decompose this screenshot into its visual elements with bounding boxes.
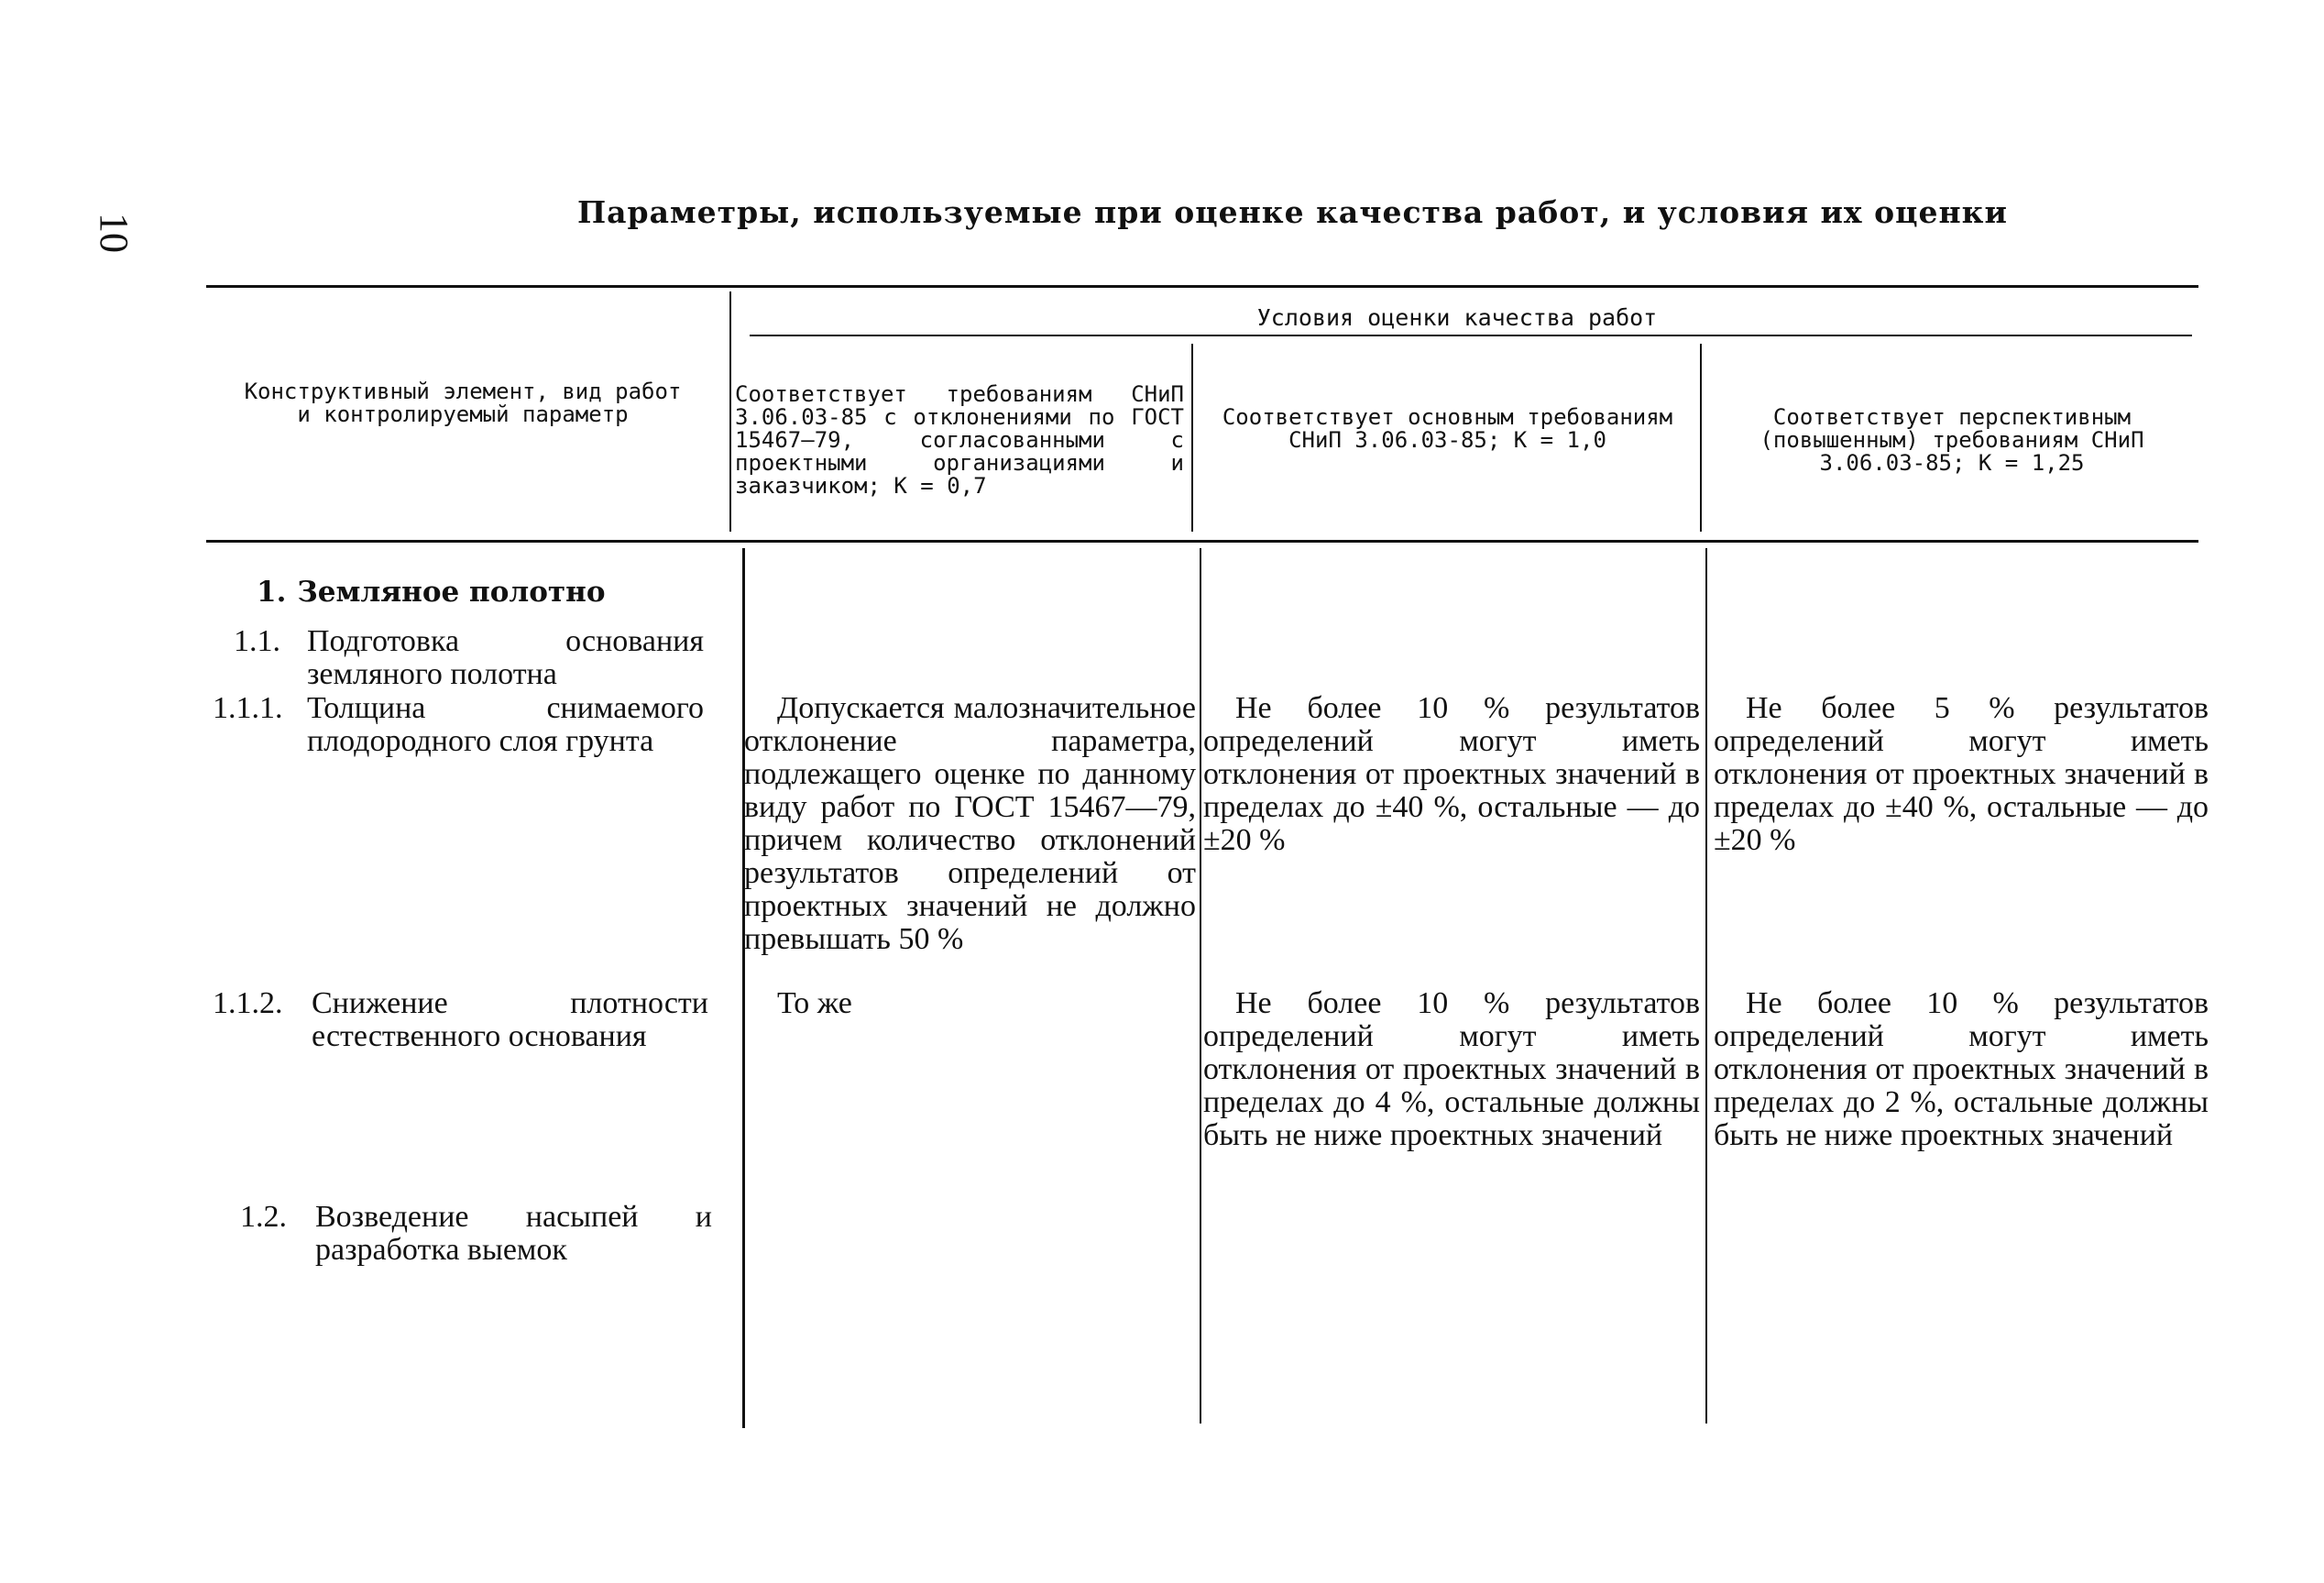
header-col-k10: Соответствует основным требованиям СНиП 3.06.03-85; К = 1,0 <box>1222 404 1673 453</box>
cell-k07: Допускается малозначительное отклонение параметра, подлежащего оценке по данному виду работ по ГОСТ 15467—79, причем количество отклонений результатов определений от проектных значений не должно превышать 50 % <box>744 691 1196 956</box>
column-divider-1-body <box>742 548 745 1428</box>
column-divider-2-body <box>1200 548 1201 1424</box>
group-header-rule <box>750 335 2192 336</box>
table-top-rule <box>206 285 2198 288</box>
row-label: Снижение плотности естественного основания <box>312 986 708 1053</box>
row-label: Толщина снимаемого плодородного слоя грунта <box>307 691 704 758</box>
page-title: Параметры, используемые при оценке качества работ, и условия их оценки <box>577 194 2008 230</box>
header-col-k07: Соответствует требованиям СНиП 3.06.03-85 с отклонениями по ГОСТ 15467—79, согласованными с проектными организациями и заказчиком; К = 0,7 <box>735 381 1184 499</box>
page-number: 10 <box>92 213 137 253</box>
header-col-element: Конструктивный элемент, вид работ и контролируемый параметр <box>244 379 682 427</box>
row-label: Возведение насыпей и разработка выемок <box>315 1200 712 1267</box>
section-title: Земляное полотно <box>297 576 606 609</box>
cell-k125: Не более 10 % результатов определений могут иметь отклонения от проектных значений в пределах до 2 %, остальные должны быть не ниже проектных значений <box>1714 986 2209 1152</box>
section-heading <box>257 576 606 609</box>
column-divider-3-header <box>1700 344 1702 532</box>
row-1-1 <box>234 625 704 691</box>
row-number: 1.2. <box>240 1200 287 1234</box>
cell-k10: Не более 10 % результатов определений могут иметь отклонения от проектных значений в пределах до 4 %, остальные должны быть не ниже проектных значений <box>1203 986 1700 1152</box>
header-bottom-rule <box>206 540 2198 543</box>
header-group-conditions: Условия оценки качества работ <box>1256 304 1658 331</box>
row-number: 1.1. <box>234 624 280 658</box>
header-col-k125: Соответствует перспективным (повышенным) требованиям СНиП 3.06.03-85; К = 1,25 <box>1759 404 2144 476</box>
column-divider-3-body <box>1705 548 1707 1424</box>
cell-k125: Не более 5 % результатов определений могут иметь отклонения от проектных значений в пределах до ±40 %, остальные — до ±20 % <box>1714 691 2209 857</box>
column-divider-1-header <box>729 291 731 532</box>
column-divider-2-header <box>1191 344 1193 532</box>
row-number: 1.1.1. <box>213 691 283 725</box>
cell-k07: То же <box>777 986 852 1020</box>
row-1-1-2 <box>213 987 708 1053</box>
cell-k10: Не более 10 % результатов определений могут иметь отклонения от проектных значений в пределах до ±40 %, остальные — до ±20 % <box>1203 691 1700 857</box>
section-number: 1. <box>257 576 287 609</box>
row-1-2 <box>240 1201 712 1267</box>
row-1-1-1 <box>213 692 704 758</box>
row-label: Подготовка основания земляного полотна <box>307 624 704 691</box>
row-number: 1.1.2. <box>213 986 283 1020</box>
